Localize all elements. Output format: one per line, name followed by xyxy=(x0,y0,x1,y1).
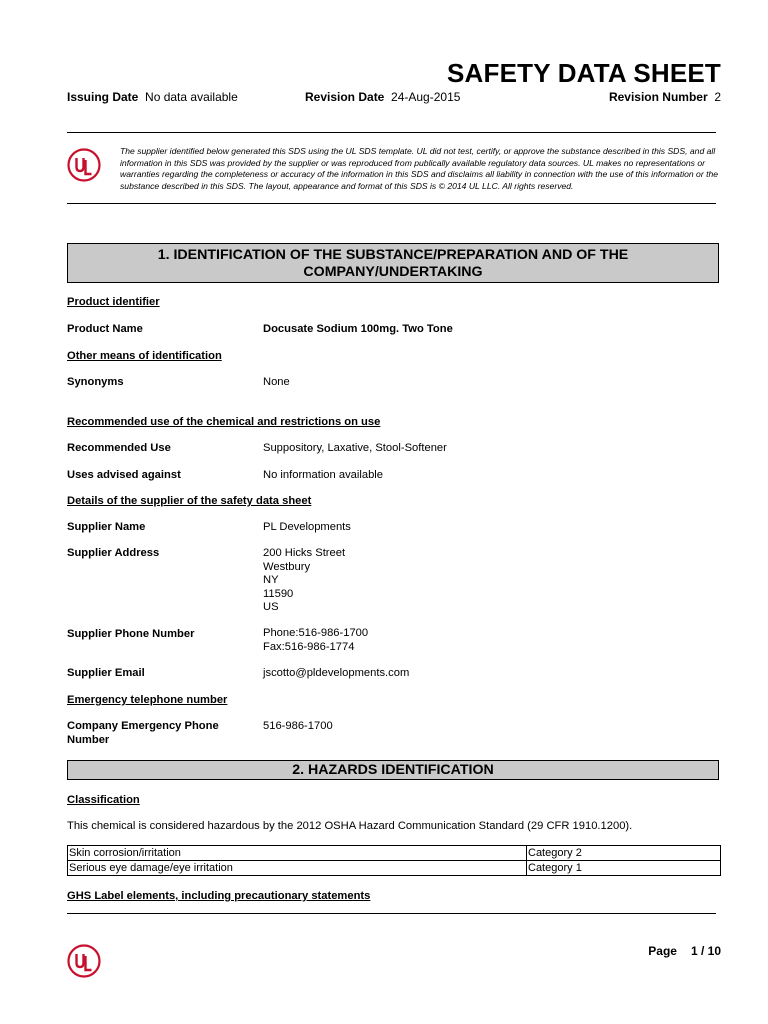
category-cell: Category 1 xyxy=(527,861,721,876)
classification-table xyxy=(67,845,721,876)
revision-number-value: 2 xyxy=(714,90,721,104)
synonyms-label: Synonyms xyxy=(67,376,124,388)
issuing-date xyxy=(67,90,238,104)
address-line: 200 Hicks Street xyxy=(263,547,346,559)
supplier-phone-value xyxy=(263,627,368,654)
supplier-address-label: Supplier Address xyxy=(67,547,160,559)
supplier-email-label: Supplier Email xyxy=(67,667,145,679)
hazard-cell: Skin corrosion/irritation xyxy=(68,846,527,861)
page-value: 1 / 10 xyxy=(690,944,721,958)
other-means-heading: Other means of identification xyxy=(67,350,222,362)
uses-against-value: No information available xyxy=(263,469,384,481)
supplier-phone-label: Supplier Phone Number xyxy=(67,628,195,640)
table-row xyxy=(68,861,721,876)
product-name-value: Docusate Sodium 100mg. Two Tone xyxy=(263,323,453,335)
recommended-use-label: Recommended Use xyxy=(67,442,171,454)
ul-logo-icon xyxy=(67,148,101,182)
revision-number-label: Revision Number xyxy=(608,90,708,104)
hazard-cell: Serious eye damage/eye irritation xyxy=(68,861,527,876)
revision-number xyxy=(609,90,721,104)
company-emergency-value: 516-986-1700 xyxy=(263,720,333,732)
footer-divider xyxy=(67,913,716,914)
issuing-date-value: No data available xyxy=(145,90,238,104)
table-row xyxy=(68,846,721,861)
product-name-label: Product Name xyxy=(67,323,143,335)
revision-date xyxy=(305,90,460,104)
fax-line: Fax:516-986-1774 xyxy=(263,640,355,653)
supplier-name-value: PL Developments xyxy=(263,521,351,533)
emergency-heading: Emergency telephone number xyxy=(67,694,228,706)
recommended-use-value: Suppository, Laxative, Stool-Softener xyxy=(263,442,447,454)
section-2-header: 2. HAZARDS IDENTIFICATION xyxy=(67,760,719,780)
product-identifier-heading: Product identifier xyxy=(67,296,160,308)
ghs-heading: GHS Label elements, including precautionary statements xyxy=(67,890,371,902)
revision-date-value: 24-Aug-2015 xyxy=(391,90,461,104)
supplier-name-label: Supplier Name xyxy=(67,521,146,533)
uses-against-label: Uses advised against xyxy=(67,469,181,481)
supplier-email-value: jscotto@pldevelopments.com xyxy=(263,667,410,679)
synonyms-value: None xyxy=(263,376,290,388)
classification-text: This chemical is considered hazardous by the 2012 OSHA Hazard Communication Standard (29 CFR 1910.1200). xyxy=(67,820,633,832)
address-line: 11590 xyxy=(263,587,294,600)
ul-disclaimer: The supplier identified below generated this SDS using the UL SDS template. UL did not test, certify, or approve the substance described in this SDS, and all information in this SDS was provided by the supplier or was reproduced from publically available regulatory data sources. UL makes no representations or warranties regarding the completeness or accuracy of the information in this SDS and disclaims all liability in connection with the use of this information or the substance described in this SDS. The layout, appearance and format of this SDS is © 2014 UL LLC. All rights reserved. xyxy=(120,146,719,191)
company-emergency-label xyxy=(67,720,219,747)
company-emergency-label-line2: Number xyxy=(67,733,110,746)
recommended-use-heading: Recommended use of the chemical and restrictions on use xyxy=(67,416,381,428)
header-divider-bottom xyxy=(67,203,716,204)
address-line: US xyxy=(263,601,279,613)
revision-date-label: Revision Date xyxy=(305,90,385,104)
section-1-title-line2: COMPANY/UNDERTAKING xyxy=(303,264,483,280)
issuing-date-label: Issuing Date xyxy=(67,90,139,104)
section-1-title-line1: 1. IDENTIFICATION OF THE SUBSTANCE/PREPARATION AND OF THE xyxy=(157,247,629,263)
section-1-header xyxy=(67,243,719,283)
supplier-address-value xyxy=(263,547,345,615)
category-cell: Category 2 xyxy=(527,846,721,861)
phone-line: Phone:516-986-1700 xyxy=(263,627,369,639)
ul-logo-icon xyxy=(67,944,101,978)
address-line: NY xyxy=(263,574,279,586)
page-number xyxy=(648,944,721,958)
supplier-details-heading: Details of the supplier of the safety data sheet xyxy=(67,495,312,507)
page-label: Page xyxy=(648,944,677,958)
address-line: Westbury xyxy=(263,560,311,573)
classification-heading: Classification xyxy=(67,794,140,806)
header-divider-top xyxy=(67,132,716,133)
company-emergency-label-line1: Company Emergency Phone xyxy=(67,720,219,732)
document-title: SAFETY DATA SHEET xyxy=(446,58,721,88)
